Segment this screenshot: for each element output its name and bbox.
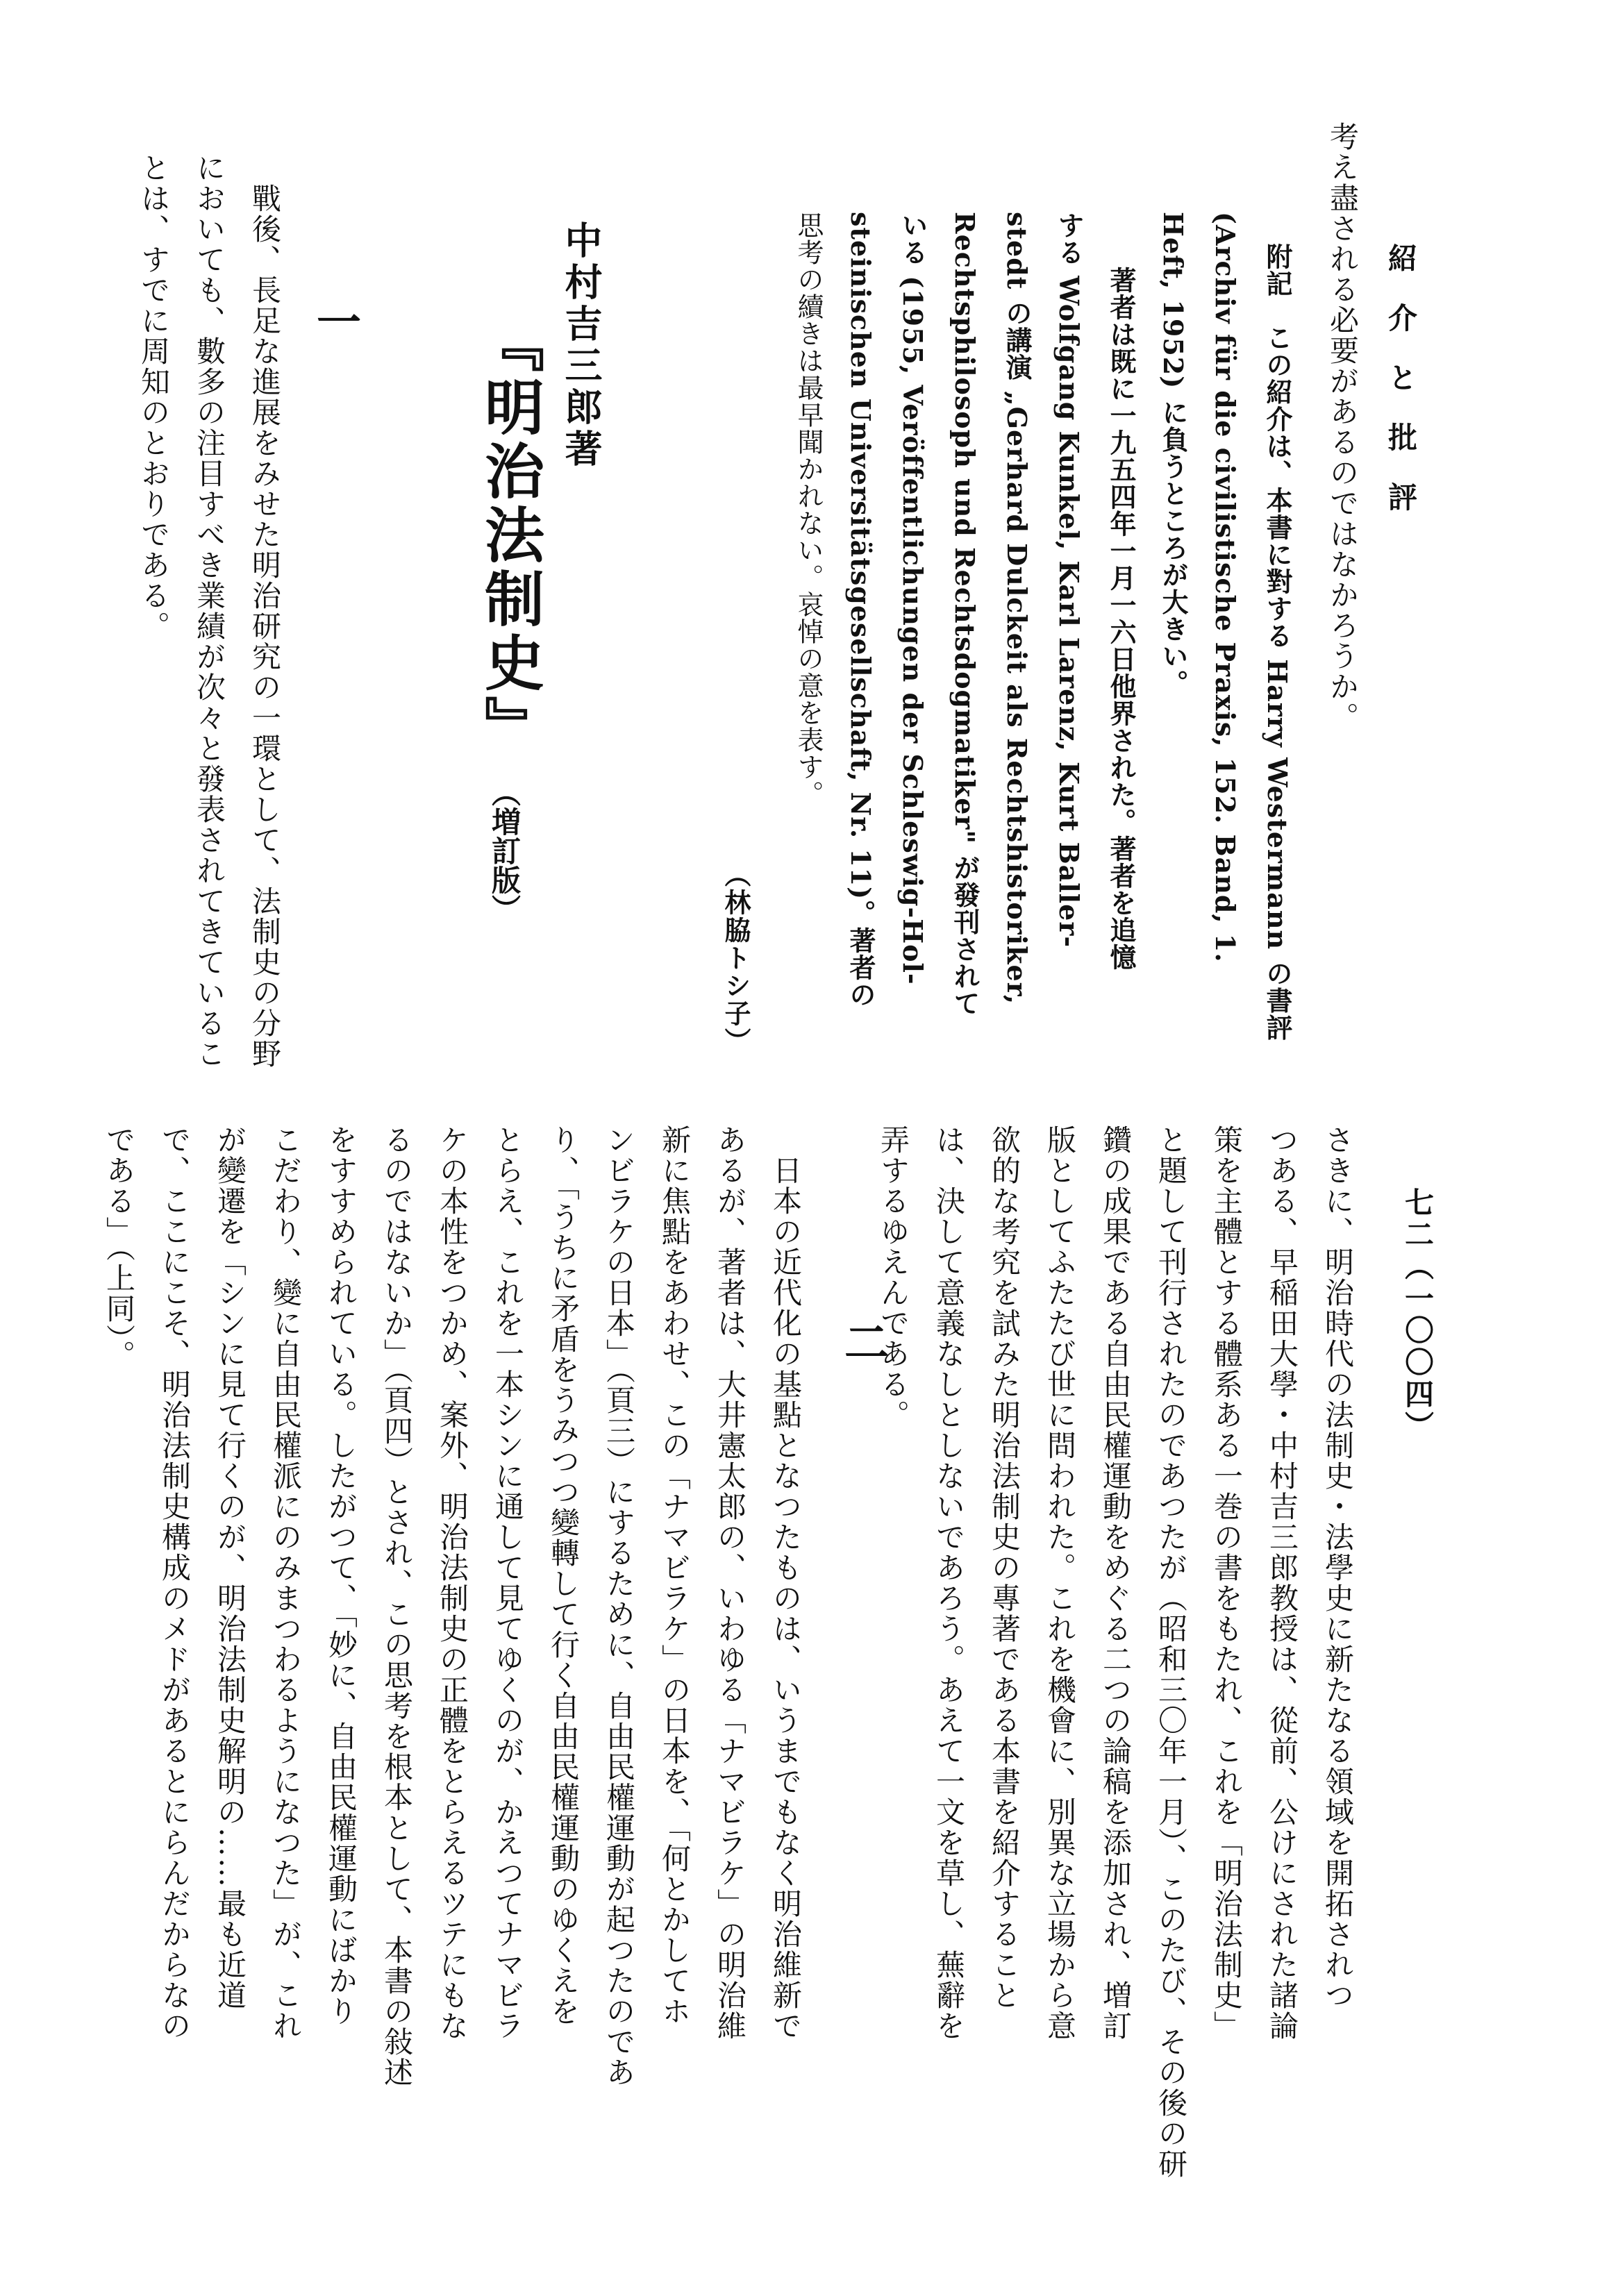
upper-line-1: 附記 この紹介は、本書に對する Harry Westermann の書評 xyxy=(1262,243,1293,1041)
lower-p2-line-11: で、ここにこそ、明治法制史構成のメドがあるとにらんだからなの xyxy=(158,1125,192,2041)
section-one-line-0: 戰後、長足な進展をみせた明治研究の一環として、法制史の分野 xyxy=(248,153,282,1069)
section-heading-two: 二 xyxy=(837,1319,889,1364)
running-header: 紹介と批評 xyxy=(1384,243,1418,542)
lower-p2-line-9: こだわり、變に自由民權派にのみまつわるようになつた」が、これ xyxy=(269,1125,303,2041)
page-number: 七二（一〇〇四） xyxy=(1401,1187,1435,1443)
lower-p1-line-7: は、決して意義なしとしないであろう。あえて一文を草し、蕪辭を xyxy=(932,1125,966,2041)
lower-p2-line-4: り、「うちに矛盾をうみつつ變轉して行く自由民權運動のゆくえを xyxy=(547,1125,581,2027)
lower-p1-line-4: 鑽の成果である自由民權運動をめぐる二つの論稿を添加され、増訂 xyxy=(1099,1125,1133,2041)
lower-p2-line-3: ンビラケの日本」（頁三）にするために、自由民權運動が起つたのであ xyxy=(602,1125,636,2088)
lower-p2-line-7: るのではないか」（頁四）とされ、この思考を根本として、本書の敍述 xyxy=(380,1125,414,2088)
review-title: 『明治法制史』 xyxy=(474,312,544,760)
upper-line-8: いる (1955, Veröffentlichungen der Schleswig-Hol- xyxy=(897,212,928,985)
lower-p1-line-6: 欲的な考究を試みた明治法制史の專著である本書を紹介すること xyxy=(987,1125,1021,2011)
lower-p1-line-0: さきに、明治時代の法制史・法學史に新たなる領域を開拓されつ xyxy=(1321,1125,1355,2011)
upper-line-0: 考え盡される必要があるのではなかろうか。 xyxy=(1326,121,1360,732)
lower-p2-line-1: あるが、著者は、大井憲太郎の、いわゆる「ナマビラケ」の明治維 xyxy=(713,1125,747,2041)
lower-p1-line-2: 策を主體とする體系ある一巻の書をもたれ、これを「明治法制史」 xyxy=(1210,1125,1244,2041)
lower-p2-line-0: 日本の近代化の基點となつたものは、いうまでもなく明治維新で xyxy=(769,1125,803,2041)
upper-line-4: 著者は既に一九五四年一月一六日他界された。著者を追憶 xyxy=(1106,240,1137,971)
section-one-line-1: においても、數多の注目すべき業績が次々と發表されてきているこ xyxy=(192,153,226,1069)
lower-p2-line-8: をすすめられている。したがつて、「妙に、自由民權運動にばかり xyxy=(324,1125,358,2027)
upper-line-10: 思考の續きは最早聞かれない。哀悼の意を表す。 xyxy=(793,212,824,807)
lower-p2-line-12: である」（上同）。 xyxy=(102,1125,136,1371)
lower-p1-line-5: 版としてふたたび世に問われた。これを機會に、別異な立場から意 xyxy=(1043,1125,1077,2041)
upper-line-6: stedt の講演 „Gerhard Dulckeit als Rechtshistoriker, xyxy=(1001,212,1033,1005)
upper-line-5: する Wolfgang Kunkel, Karl Larenz, Kurt Baller- xyxy=(1053,212,1085,948)
lower-p2-line-2: 新に焦點をあわせ、この「ナマビラケ」の日本を、「何とかしてホ xyxy=(658,1125,692,2027)
lower-p1-line-1: つある、早稲田大學・中村吉三郎教授は、從前、公けにされた諸論 xyxy=(1265,1125,1299,2041)
upper-line-9: steinischen Universitätsgesellschaft, Nr. 11)。著者の xyxy=(845,212,876,1009)
signature: （林脇トシ子） xyxy=(720,861,751,1055)
section-heading-one: 一 xyxy=(309,299,361,343)
review-subtitle: （増訂版） xyxy=(487,778,522,923)
review-author: 中村吉三郎著 xyxy=(559,221,603,471)
lower-p2-line-10: が變遷を「シンに見て行くのが、明治法制史解明の……最も近道 xyxy=(213,1125,247,2011)
lower-p1-line-8: 弄するゆえんである。 xyxy=(876,1125,910,1430)
upper-line-2: (Archiv für die civilistische Praxis, 152. Band, 1. xyxy=(1210,212,1241,963)
upper-line-3: Heft, 1952) に負うところが大きい。 xyxy=(1158,212,1189,697)
upper-line-7: Rechtsphilosoph und Rechtsdogmatiker" が發刊されて xyxy=(949,212,981,1017)
lower-p2-line-6: ケの本性をつかめ、案外、明治法制史の正體をとらえるツテにもな xyxy=(435,1125,469,2041)
lower-p1-line-3: と題して刊行されたのであつたが（昭和三〇年一月）、このたび、その後の研 xyxy=(1154,1125,1188,2179)
section-one-line-2: とは、すでに周知のとおりである。 xyxy=(137,153,171,642)
lower-p2-line-5: とらえ、これを一本シンに通して見てゆくのが、かえつてナマビラ xyxy=(491,1125,525,2041)
